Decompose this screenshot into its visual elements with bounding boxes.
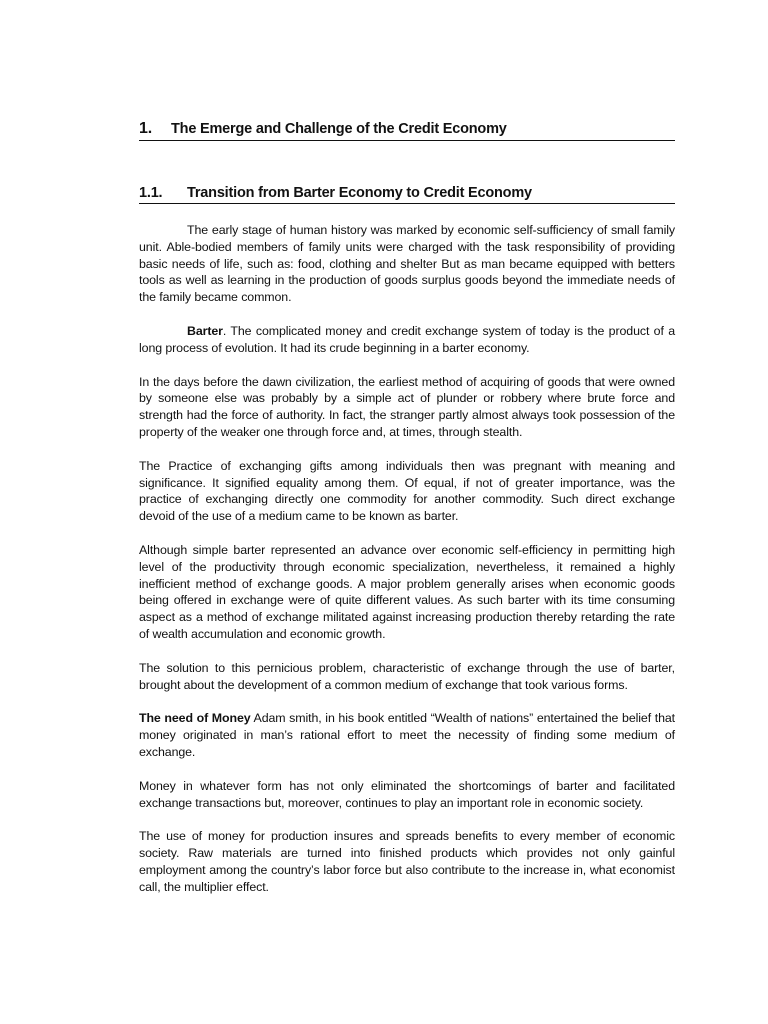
need-of-money-text: Adam smith, in his book entitled “Wealth of nations” entertained the belief that money originated in man’s rational effort to meet the necessity of finding some medium of exchange.: [139, 711, 675, 759]
paragraph-gift-exchange: The Practice of exchanging gifts among individuals then was pregnant with meaning and significance. It signified equality among them. Of equal, if not of greater importance, was the practice of exchanging directly one commodity for another commodity. Such direct exchange devoid of the use of a medium came to be known as barter.: [139, 458, 675, 524]
paragraph-need-of-money: [139, 710, 675, 760]
paragraph-solution: The solution to this pernicious problem, characteristic of exchange through the use of barter, brought about the development of a common medium of exchange that took various forms.: [139, 660, 675, 692]
paragraph-barter: [139, 323, 675, 357]
need-of-money-runin-heading: The need of Money: [139, 711, 251, 726]
subsection-heading: [139, 185, 675, 204]
paragraph-intro: The early stage of human history was marked by economic self-sufficiency of small family unit. Able-bodied members of family units were charged with the task responsibility of providing basic needs of life, such as: food, clothing and shelter But as man became equipped with betters tools as well as learning in the production of goods surplus goods beyond the immediate needs of the family became common.: [139, 223, 675, 305]
barter-runin-heading: Barter: [187, 323, 223, 338]
barter-text: . The complicated money and credit exchange system of today is the product of a long process of evolution. It had its crude beginning in a barter economy.: [139, 323, 675, 355]
paragraph-money-role: Money in whatever form has not only eliminated the shortcomings of barter and facilitated exchange transactions but, moreover, continues to play an important role in economic society.: [139, 778, 675, 810]
section-number: 1.: [139, 120, 152, 137]
subsection-title: Transition from Barter Economy to Credit Economy: [187, 185, 532, 201]
paragraph-barter-inefficiency: Although simple barter represented an advance over economic self-efficiency in permitting high level of the productivity through economic specialization, nevertheless, it remained a highly inefficient method of exchange goods. A major problem generally arises when economic goods being offered in exchange were of quite different values. As such barter with its time consuming aspect as a method of exchange militated against increasing production thereby retarding the rate of wealth accumulation and economic growth.: [139, 542, 675, 641]
section-title: The Emerge and Challenge of the Credit Economy: [171, 121, 507, 137]
section-heading: [139, 120, 675, 141]
subsection-number: 1.1.: [139, 185, 163, 201]
paragraph-money-benefits: The use of money for production insures and spreads benefits to every member of economic society. Raw materials are turned into finished products which provides not only gainful employment among the country’s labor force but also contribute to the increase in, what economist call, the multiplier effect.: [139, 829, 675, 894]
paragraph-plunder: In the days before the dawn civilization, the earliest method of acquiring of goods that were owned by someone else was probably by a simple act of plunder or robbery where brute force and strength had the force of authority. In fact, the stranger partly almost always took possession of the property of the weaker one through force and, at times, through stealth.: [139, 374, 675, 439]
page-content: [139, 120, 675, 913]
